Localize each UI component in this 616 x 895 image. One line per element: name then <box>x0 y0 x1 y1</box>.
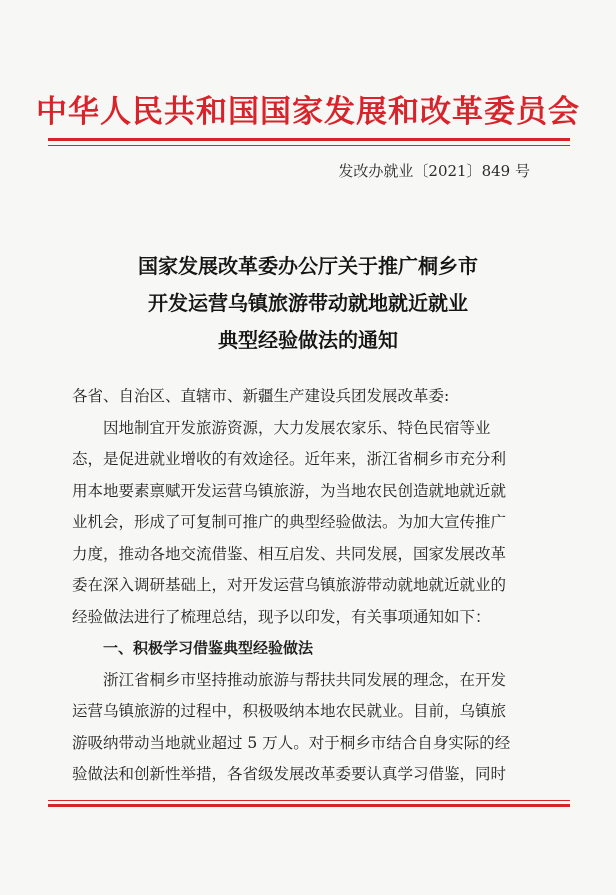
paragraph-line: 力度，推动各地交流借鉴、相互启发、共同发展，国家发展改革 <box>72 544 507 563</box>
paragraph-line: 因地制宜开发旅游资源，大力发展农家乐、特色民宿等业 <box>103 418 491 437</box>
paragraph-line: 验做法和创新性举措，各省级发展改革委要认真学习借鉴，同时 <box>72 765 507 783</box>
paragraph-line: 浙江省桐乡市坚持推动旅游与帮扶共同发展的理念，在开发 <box>103 670 507 689</box>
paragraph-line: 游吸纳带动当地就业超过 5 万人。对于桐乡市结合自身实际的经 <box>72 733 511 752</box>
paragraph-line: 用本地要素禀赋开发运营乌镇旅游，为当地农民创造就地就近就 <box>72 481 507 500</box>
section-heading: 一、积极学习借鉴典型经验做法 <box>103 639 314 657</box>
paragraph-line: 态，是促进就业增收的有效途径。近年来，浙江省桐乡市充分利 <box>72 450 507 468</box>
document-title <box>0 248 616 359</box>
document-body <box>72 381 552 791</box>
title-line: 典型经验做法的通知 <box>218 328 398 352</box>
footer-red-rule-thick <box>48 804 570 807</box>
paragraph-line: 经验做法进行了梳理总结，现予以印发，有关事项通知如下： <box>72 607 491 626</box>
document-number: 发改办就业〔2021〕849 号 <box>338 162 530 180</box>
title-line: 国家发展改革委办公厅关于推广桐乡市 <box>138 254 478 278</box>
title-line: 开发运营乌镇旅游带动就地就近就业 <box>148 291 468 315</box>
header-red-rule-thick <box>48 138 570 141</box>
footer-red-rule-thin <box>48 800 570 801</box>
issuer-header: 中华人民共和国国家发展和改革委员会 <box>36 94 580 130</box>
paragraph-line: 委在深入调研基础上，对开发运营乌镇旅游带动就地就近就业的 <box>72 576 507 594</box>
addressee: 各省、自治区、直辖市、新疆生产建设兵团发展改革委: <box>72 387 450 405</box>
header-red-rule-thin <box>48 145 570 146</box>
paragraph-line: 业机会，形成了可复制可推广的典型经验做法。为加大宣传推广 <box>72 513 507 531</box>
paragraph-line: 运营乌镇旅游的过程中，积极吸纳本地农民就业。目前，乌镇旅 <box>72 702 507 720</box>
